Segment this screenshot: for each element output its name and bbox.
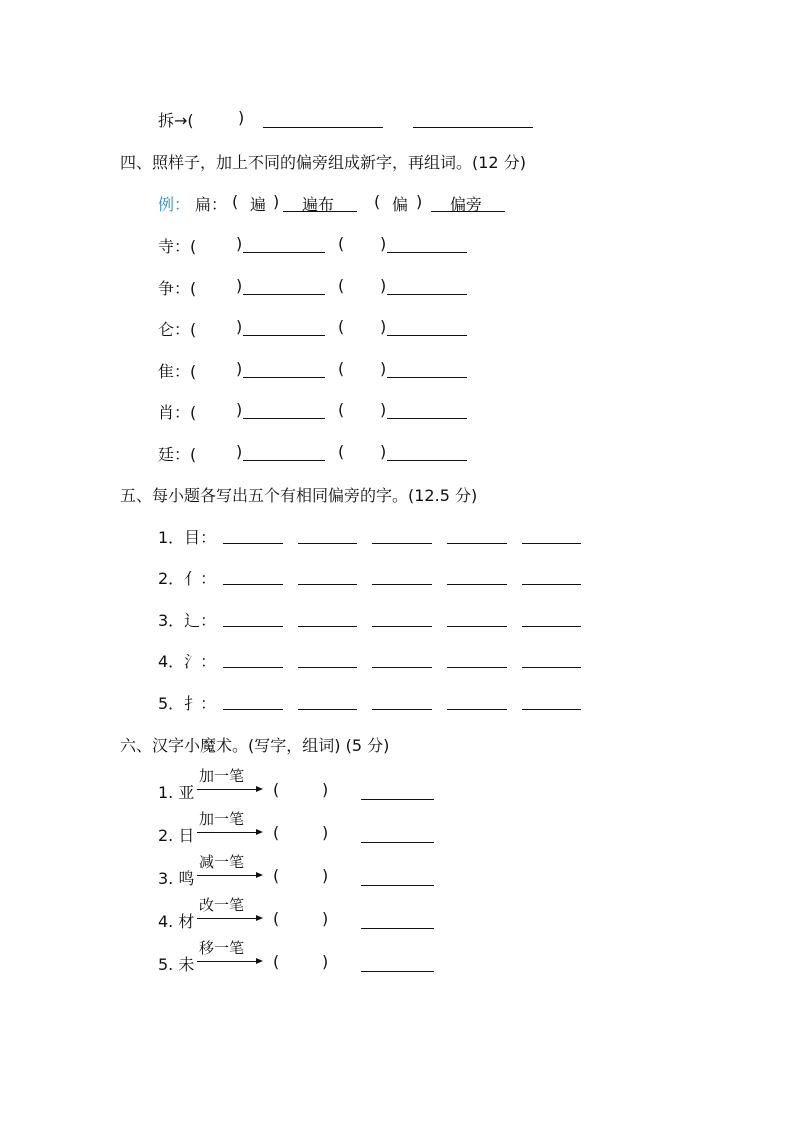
answer-blank[interactable]: [223, 667, 283, 668]
example-label: 例：: [158, 195, 191, 214]
answer-blank[interactable]: [372, 709, 432, 710]
row-char: 隹：(: [158, 362, 197, 381]
paren-open: (: [338, 317, 345, 336]
operation-label: 加一笔: [199, 767, 245, 785]
answer-blank[interactable]: [387, 460, 467, 461]
answer-blank[interactable]: [522, 584, 581, 585]
operation-label: 加一笔: [199, 810, 245, 828]
arrow-icon: [197, 832, 261, 833]
paren-close: ): [236, 442, 243, 461]
row-label: 3. 鸣: [158, 869, 195, 888]
row-label: 1. 亚: [158, 783, 195, 802]
answer-blank[interactable]: [413, 127, 533, 128]
answer-blank[interactable]: [243, 418, 325, 419]
answer-blank[interactable]: [298, 626, 357, 627]
example-paren-char: 偏: [392, 195, 409, 214]
top-row-paren-close: ): [238, 108, 245, 127]
example-paren-close: ): [416, 192, 423, 211]
paren-close: ): [322, 952, 329, 971]
answer-blank[interactable]: [298, 543, 357, 544]
section-5-title: 五、每小题各写出五个有相同偏旁的字。(12.5 分): [120, 486, 478, 505]
paren-open: (: [338, 442, 345, 461]
paren-close: ): [236, 276, 243, 295]
paren-open: (: [273, 780, 280, 799]
paren-open: (: [273, 823, 280, 842]
row-label: 5．扌：: [158, 694, 217, 713]
paren-open: (: [273, 952, 280, 971]
paren-close: ): [380, 400, 387, 419]
answer-blank[interactable]: [387, 294, 467, 295]
arrow-icon: [197, 918, 261, 919]
paren-open: (: [338, 276, 345, 295]
answer-blank[interactable]: [522, 543, 581, 544]
operation-label: 移一笔: [199, 939, 245, 957]
paren-close: ): [236, 359, 243, 378]
answer-blank[interactable]: [522, 709, 581, 710]
example-paren-open: (: [374, 192, 381, 211]
answer-blank[interactable]: [447, 667, 507, 668]
row-label: 4. 材: [158, 912, 195, 931]
answer-blank[interactable]: [298, 667, 357, 668]
answer-blank[interactable]: [447, 584, 507, 585]
row-char: 寺：(: [158, 237, 197, 256]
row-label: 4．氵：: [158, 652, 217, 671]
example-paren-char: 遍: [250, 195, 267, 214]
answer-blank[interactable]: [387, 252, 467, 253]
answer-blank[interactable]: [223, 709, 283, 710]
answer-blank[interactable]: [361, 842, 434, 843]
section-4-title: 四、照样子，加上不同的偏旁组成新字，再组词。(12 分): [120, 153, 526, 172]
row-char: 争：(: [158, 279, 197, 298]
paren-open: (: [338, 400, 345, 419]
section-6-title: 六、汉字小魔术。(写字，组词) (5 分): [120, 736, 390, 755]
row-label: 3．辶：: [158, 611, 217, 630]
answer-blank[interactable]: [361, 885, 434, 886]
paren-open: (: [338, 359, 345, 378]
paren-close: ): [236, 400, 243, 419]
example-paren-open: (: [232, 192, 239, 211]
answer-blank[interactable]: [263, 127, 383, 128]
row-char: 仑：(: [158, 320, 197, 339]
answer-blank[interactable]: [387, 335, 467, 336]
answer-blank[interactable]: [522, 626, 581, 627]
answer-blank[interactable]: [372, 626, 432, 627]
answer-blank[interactable]: [243, 335, 325, 336]
paren-close: ): [380, 359, 387, 378]
answer-blank[interactable]: [223, 626, 283, 627]
paren-close: ): [322, 866, 329, 885]
paren-close: ): [236, 234, 243, 253]
paren-close: ): [322, 823, 329, 842]
answer-blank[interactable]: [522, 667, 581, 668]
answer-blank[interactable]: [372, 543, 432, 544]
row-label: 2. 日: [158, 826, 195, 845]
example-paren-close: ): [273, 192, 280, 211]
answer-blank[interactable]: [243, 252, 325, 253]
arrow-icon: [197, 961, 261, 962]
answer-blank[interactable]: [387, 418, 467, 419]
paren-open: (: [338, 234, 345, 253]
paren-close: ): [322, 780, 329, 799]
answer-blank[interactable]: [223, 543, 283, 544]
answer-blank[interactable]: [298, 584, 357, 585]
operation-label: 减一笔: [199, 853, 245, 871]
arrow-icon: [197, 875, 261, 876]
row-char: 廷：(: [158, 445, 197, 464]
operation-label: 改一笔: [199, 896, 245, 914]
answer-blank[interactable]: [387, 377, 467, 378]
answer-blank[interactable]: [361, 799, 434, 800]
answer-blank[interactable]: [243, 294, 325, 295]
answer-blank[interactable]: [372, 667, 432, 668]
answer-blank[interactable]: [223, 584, 283, 585]
example-word: 偏旁: [450, 195, 483, 214]
paren-close: ): [236, 317, 243, 336]
example-char: 扁：: [195, 195, 228, 214]
paren-close: ): [380, 234, 387, 253]
paren-close: ): [380, 317, 387, 336]
example-word: 遍布: [302, 195, 335, 214]
top-row-char: 拆→(: [158, 111, 194, 130]
answer-blank[interactable]: [447, 626, 507, 627]
answer-blank[interactable]: [361, 928, 434, 929]
row-label: 2．亻：: [158, 569, 217, 588]
row-char: 肖：(: [158, 403, 197, 422]
paren-close: ): [380, 442, 387, 461]
answer-blank[interactable]: [298, 709, 357, 710]
answer-blank[interactable]: [447, 709, 507, 710]
answer-blank[interactable]: [372, 584, 432, 585]
answer-blank[interactable]: [243, 377, 325, 378]
answer-blank[interactable]: [447, 543, 507, 544]
paren-close: ): [380, 276, 387, 295]
paren-open: (: [273, 909, 280, 928]
row-label: 5. 未: [158, 955, 195, 974]
row-label: 1．目：: [158, 528, 217, 547]
answer-blank[interactable]: [243, 460, 325, 461]
paren-close: ): [322, 909, 329, 928]
paren-open: (: [273, 866, 280, 885]
answer-blank[interactable]: [361, 971, 434, 972]
arrow-icon: [197, 789, 261, 790]
